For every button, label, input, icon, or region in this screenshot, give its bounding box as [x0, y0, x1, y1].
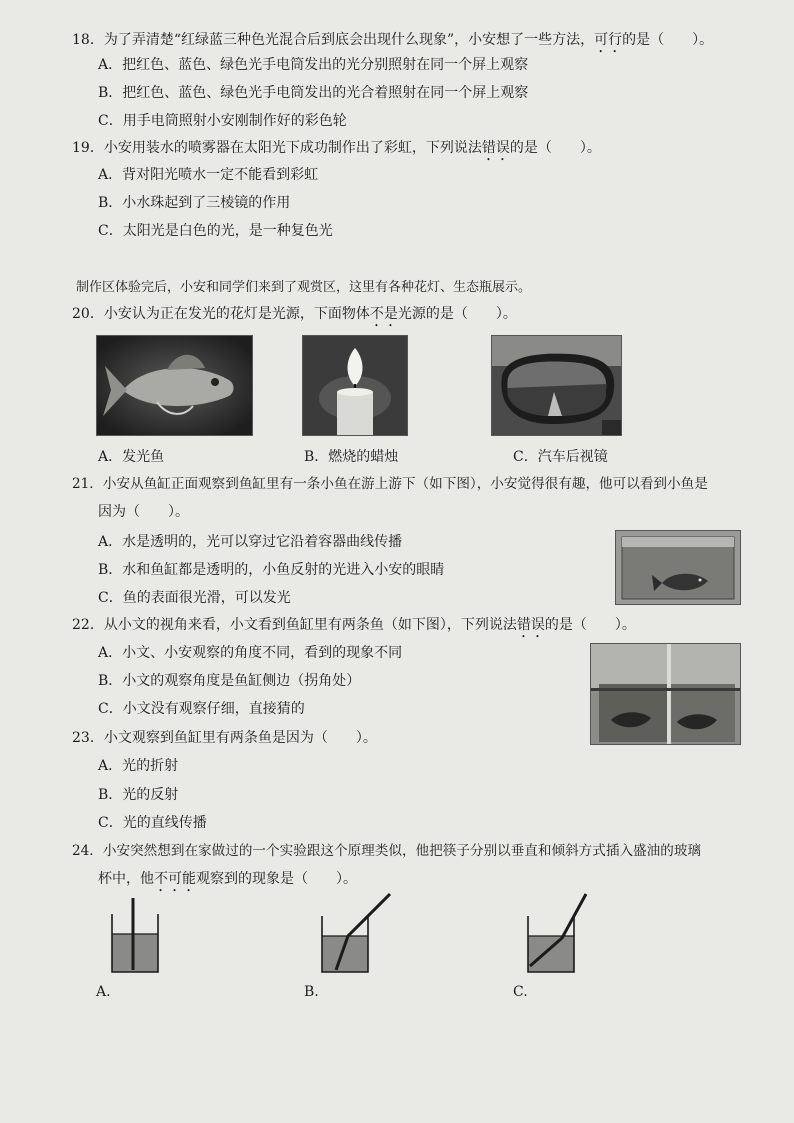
question-24: 24．小安突然想到在家做过的一个实验跟这个原理类似，他把筷子分别以垂直和倾斜方式插入盛油的玻璃 — [72, 843, 702, 859]
fish-tank-front-photo — [615, 530, 741, 605]
option-23-c: C．光的直线传播 — [98, 815, 207, 831]
question-24-cont: 杯中，他不可能观察到的现象是（ ）。 — [98, 871, 357, 887]
option-19-b: B．小水珠起到了三棱镜的作用 — [98, 195, 291, 211]
glass-diagram-a — [104, 896, 166, 978]
emphasis-text: 可行 — [594, 32, 623, 48]
section-intro: 制作区体验完后，小安和同学们来到了观赏区，这里有各种花灯、生态瓶展示。 — [76, 280, 532, 295]
glass-diagram-b — [314, 892, 396, 978]
emphasis-text: 错误 — [481, 140, 510, 156]
label-a: A. — [96, 984, 111, 1000]
option-22-c: C．小文没有观察仔细，直接猜的 — [98, 701, 305, 717]
glowing-fish-photo — [96, 335, 253, 436]
question-20: 20．小安认为正在发光的花灯是光源，下面物体不是光源的是（ ）。 — [72, 306, 517, 322]
caption-c: C．汽车后视镜 — [513, 449, 608, 465]
option-19-c: C．太阳光是白色的光，是一种复色光 — [98, 223, 333, 239]
option-18-b: B．把红色、蓝色、绿色光手电筒发出的光合着照射在同一个屏上观察 — [98, 85, 529, 101]
glass-diagram-c — [520, 892, 602, 978]
question-21-cont: 因为（ ）。 — [98, 504, 189, 520]
question-23: 23．小文观察到鱼缸里有两条鱼是因为（ ）。 — [72, 730, 377, 746]
option-18-c: C．用手电筒照射小安刚制作好的彩色轮 — [98, 113, 347, 129]
option-18-a: A．把红色、蓝色、绿色光手电筒发出的光分别照射在同一个屏上观察 — [98, 57, 529, 73]
option-21-a: A．水是透明的，光可以穿过它沿着容器曲线传播 — [98, 534, 403, 550]
burning-candle-photo — [302, 335, 408, 436]
label-b: B. — [304, 984, 319, 1000]
option-21-c: C．鱼的表面很光滑，可以发光 — [98, 590, 291, 606]
emphasis-text: 不可能 — [154, 871, 196, 887]
option-22-a: A．小文、小安观察的角度不同，看到的现象不同 — [98, 645, 403, 661]
option-19-a: A．背对阳光喷水一定不能看到彩虹 — [98, 167, 319, 183]
question-19: 19．小安用装水的喷雾器在太阳光下成功制作出了彩虹，下列说法错误的是（ ）。 — [72, 140, 601, 156]
caption-a: A．发光鱼 — [98, 449, 165, 465]
emphasis-text: 不是 — [369, 306, 398, 322]
option-23-a: A．光的折射 — [98, 758, 179, 774]
car-mirror-photo — [491, 335, 622, 436]
option-22-b: B．小文的观察角度是鱼缸侧边（拐角处） — [98, 673, 361, 689]
question-22: 22．从小文的视角来看，小文看到鱼缸里有两条鱼（如下图），下列说法错误的是（ ）。 — [72, 617, 636, 633]
caption-b: B．燃烧的蜡烛 — [304, 449, 399, 465]
option-23-b: B．光的反射 — [98, 787, 179, 803]
option-21-b: B．水和鱼缸都是透明的，小鱼反射的光进入小安的眼睛 — [98, 562, 445, 578]
emphasis-text: 错误 — [516, 617, 545, 633]
fish-tank-corner-photo — [590, 643, 741, 745]
question-21: 21．小安从鱼缸正面观察到鱼缸里有一条小鱼在游上游下（如下图），小安觉得很有趣，他可以看到小鱼是 — [72, 476, 708, 492]
question-18: 18．为了弄清楚“红绿蓝三种色光混合后到底会出现什么现象”，小安想了一些方法，可行的是（ ）。 — [72, 32, 714, 48]
label-c: C. — [513, 984, 528, 1000]
